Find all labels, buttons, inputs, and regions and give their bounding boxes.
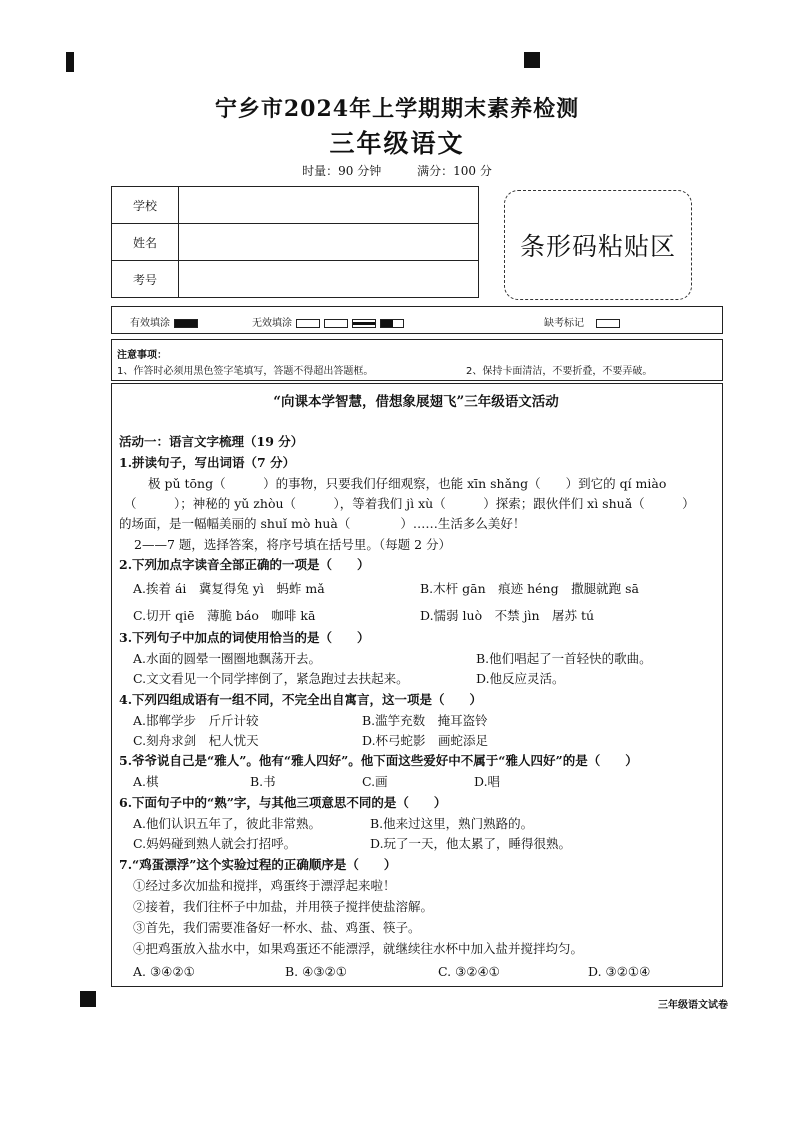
q3-option-b: B.他们唱起了一首轻快的歌曲。 xyxy=(476,651,652,666)
q7-step-2: ②接着，我们往杯子中加盐，并用筷子搅拌使盐溶解。 xyxy=(133,899,434,914)
valid-fill-label: 有效填涂 xyxy=(130,318,170,329)
notes-box xyxy=(111,339,723,381)
invalid-fill xyxy=(252,314,404,329)
q1-line-3: 的场面，是一幅幅美丽的 shuǐ mò huà（ ）……生活多么美好！ xyxy=(119,516,526,531)
q5-option-b: B.书 xyxy=(250,774,276,789)
invalid-swatch-3 xyxy=(352,319,376,328)
exam-meta xyxy=(0,162,794,179)
exam-no-label: 考号 xyxy=(112,261,179,298)
scan-mark-bottom-left xyxy=(80,991,96,1007)
exam-no-field[interactable] xyxy=(179,261,479,298)
notes-item-1: 1、作答时必须用黑色签字笔填写，答题不得超出答题框。 xyxy=(117,366,374,377)
q2-option-a: A.挨着 ái 冀复得兔 yì 蚂蚱 mǎ xyxy=(133,581,325,596)
invalid-swatch-2 xyxy=(324,319,348,328)
invalid-swatch-4 xyxy=(380,319,404,328)
valid-fill xyxy=(130,314,198,329)
notes-item-2: 2、保持卡面清洁，不要折叠，不要弄破。 xyxy=(466,366,653,377)
q3-option-a: A.水面的圆晕一圈圈地飘荡开去。 xyxy=(133,651,322,666)
q6-option-c: C.妈妈碰到熟人就会打招呼。 xyxy=(133,836,297,851)
time-limit: 时量：90 分钟 xyxy=(302,164,382,178)
q6-option-b: B.他来过这里，熟门熟路的。 xyxy=(370,816,534,831)
q1-line-2: （ ）；神秘的 yǔ zhòu（ ），等着我们 jì xù（ ）探索；跟伙伴们 xì shuǎ（ ） xyxy=(124,496,695,511)
invalid-fill-label: 无效填涂 xyxy=(252,318,292,329)
q7-option-c: C. ③②④① xyxy=(438,964,500,979)
school-field[interactable] xyxy=(179,187,479,224)
q7-step-3: ③首先，我们需要准备好一杯水、盐、鸡蛋、筷子。 xyxy=(133,920,421,935)
q3-title: 3.下列句子中加点的词使用恰当的是（ ） xyxy=(119,630,370,645)
name-field[interactable] xyxy=(179,224,479,261)
q6-title: 6.下面句子中的“熟”字，与其他三项意思不同的是（ ） xyxy=(119,795,447,810)
barcode-area: 条形码粘贴区 xyxy=(504,190,692,300)
q4-title: 4.下列四组成语有一组不同，不完全出自寓言，这一项是（ ） xyxy=(119,692,483,707)
q2-option-b: B.木杆 gān 痕迹 héng 撒腿就跑 sā xyxy=(420,581,639,596)
q7-title: 7.“鸡蛋漂浮”这个实验过程的正确顺序是（ ） xyxy=(119,857,397,872)
absent-mark xyxy=(544,314,620,329)
school-label: 学校 xyxy=(112,187,179,224)
notes-title: 注意事项： xyxy=(117,350,167,361)
q2-title: 2.下列加点字读音全部正确的一项是（ ） xyxy=(119,557,370,572)
invalid-swatch-1 xyxy=(296,319,320,328)
q3-option-d: D.他反应灵活。 xyxy=(476,671,565,686)
fill-legend xyxy=(111,306,723,334)
scan-mark-top-right xyxy=(524,52,540,68)
q7-step-4: ④把鸡蛋放入盐水中，如果鸡蛋还不能漂浮，就继续往水杯中加入盐并搅拌均匀。 xyxy=(133,941,584,956)
page-footer: 三年级语文试卷 xyxy=(658,1000,728,1011)
q7-option-a: A. ③④②① xyxy=(133,964,195,979)
q4-option-d: D.杯弓蛇影 画蛇添足 xyxy=(362,733,489,748)
exam-subject: 三年级语文 xyxy=(329,129,465,158)
absent-mark-box[interactable] xyxy=(596,319,620,328)
q7-option-b: B. ④③②① xyxy=(285,964,347,979)
q7-step-1: ①经过多次加盐和搅拌，鸡蛋终于漂浮起来啦！ xyxy=(133,878,396,893)
full-score: 满分：100 分 xyxy=(417,164,492,178)
valid-fill-swatch xyxy=(174,319,198,328)
exam-title: 宁乡市2024年上学期期末素养检测 xyxy=(214,96,580,122)
q6-option-d: D.玩了一天，他太累了，睡得很熟。 xyxy=(370,836,572,851)
student-info-table xyxy=(111,186,479,298)
q5-option-d: D.唱 xyxy=(474,774,501,789)
scan-mark-top-left xyxy=(66,52,74,72)
q4-option-c: C.刻舟求剑 杞人忧天 xyxy=(133,733,259,748)
q1-title: 1.拼读句子，写出词语（7 分） xyxy=(119,455,296,470)
instruction: 2——7 题，选择答案，将序号填在括号里。（每题 2 分） xyxy=(134,537,452,552)
activity-title: “向课本学智慧，借想象展翅飞”三年级语文活动 xyxy=(273,394,559,410)
q2-option-c: C.切开 qiē 薄脆 báo 咖啡 kā xyxy=(133,608,316,623)
q1-line-1: 极 pǔ tōng（ ）的事物，只要我们仔细观察，也能 xīn shǎng（ ）到它的 qí miào xyxy=(148,476,667,491)
activity-one-heading: 活动一：语言文字梳理（19 分） xyxy=(119,434,304,449)
absent-mark-label: 缺考标记 xyxy=(544,318,584,329)
q4-option-b: B.滥竽充数 掩耳盗铃 xyxy=(362,713,488,728)
q3-option-c: C.文文看见一个同学摔倒了，紧急跑过去扶起来。 xyxy=(133,671,409,686)
q5-option-c: C.画 xyxy=(362,774,388,789)
name-label: 姓名 xyxy=(112,224,179,261)
q4-option-a: A.邯郸学步 斤斤计较 xyxy=(133,713,259,728)
q2-option-d: D.懦弱 luò 不禁 jìn 屠苏 tú xyxy=(420,608,595,623)
q5-title: 5.爷爷说自己是“雅人”。他有“雅人四好”。他下面这些爱好中不属于“雅人四好”的是（ ） xyxy=(119,753,638,768)
q5-option-a: A.棋 xyxy=(133,774,159,789)
q7-option-d: D. ③②①④ xyxy=(588,964,651,979)
q6-option-a: A.他们认识五年了，彼此非常熟。 xyxy=(133,816,322,831)
